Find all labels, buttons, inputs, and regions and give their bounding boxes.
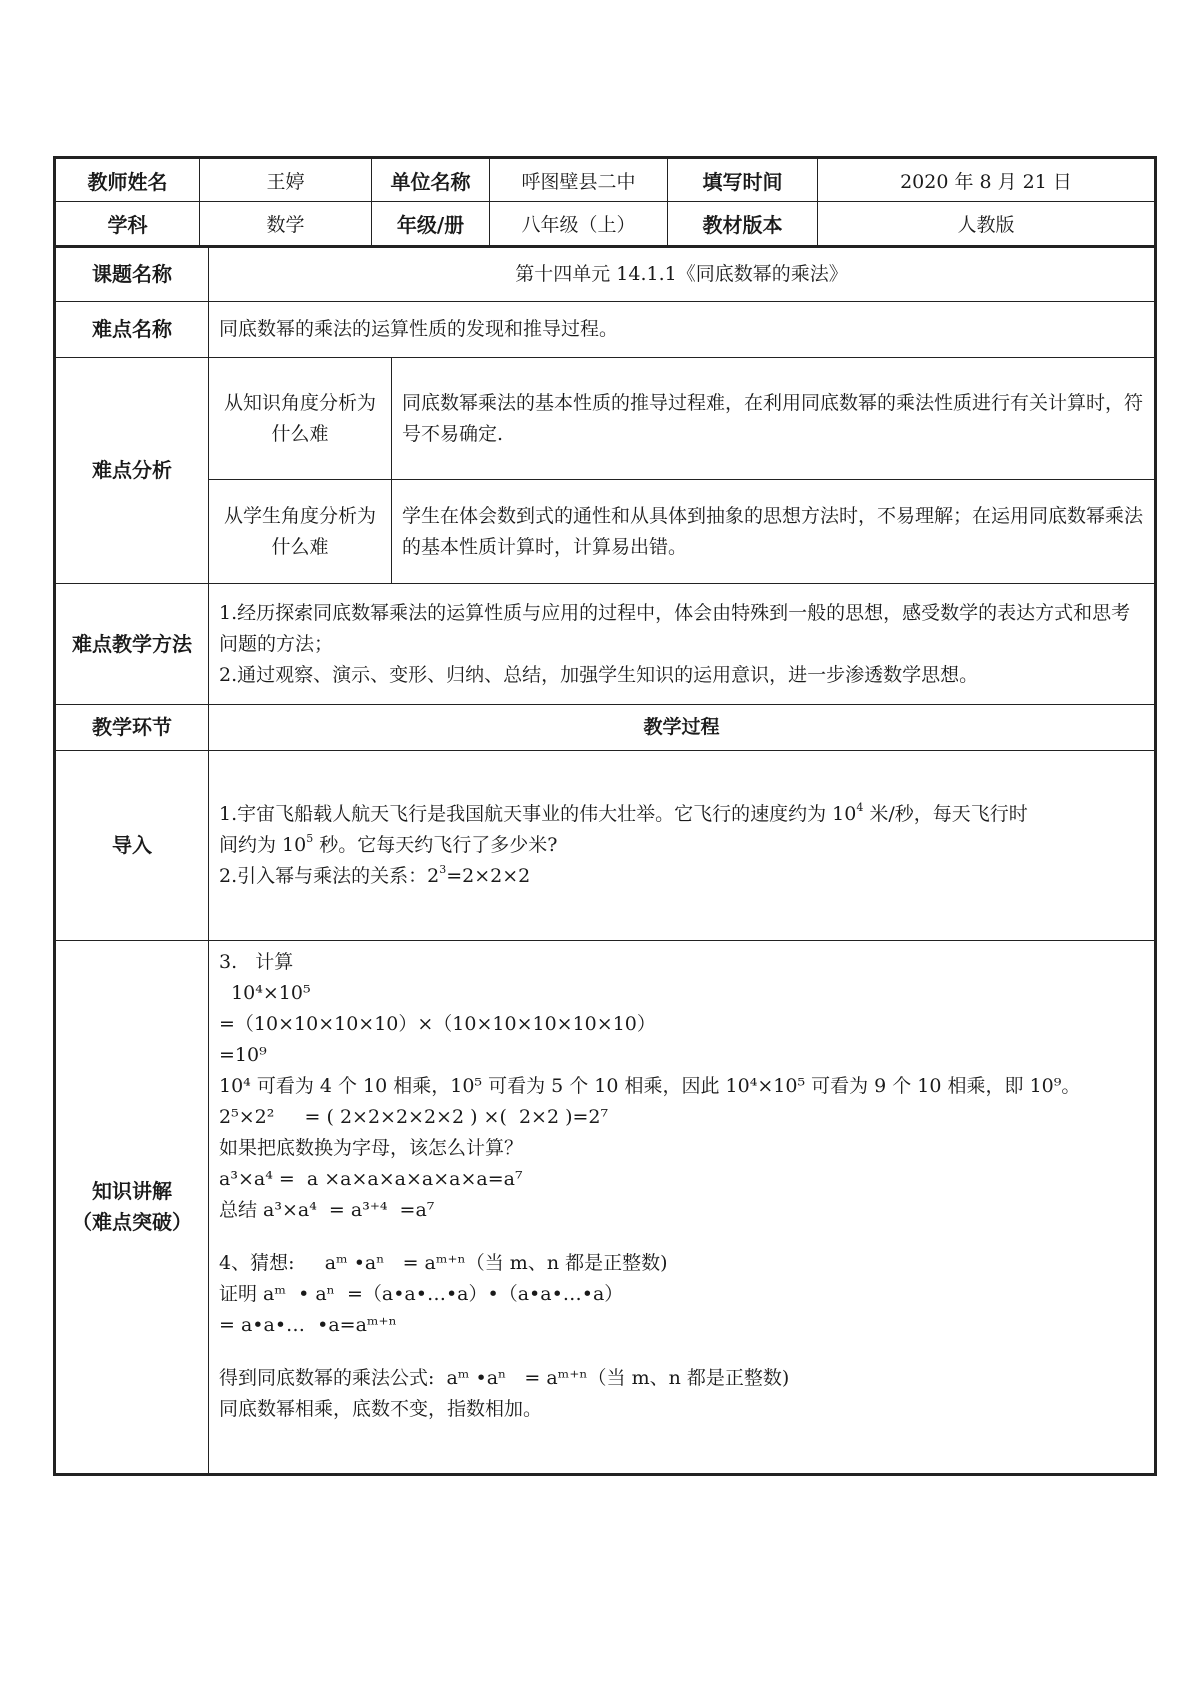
analysis-row-knowledge: [55, 358, 1156, 480]
intro-line-1: 1.宇宙飞船载人航天飞行是我国航天事业的伟大壮举。它飞行的速度约为 $10^4$ 米/秒，每天飞行时: [219, 801, 1028, 825]
stage-header-row: [55, 705, 1156, 751]
intro-text: [209, 751, 1156, 941]
student-angle-label: 从学生角度分析为什么难: [209, 480, 392, 584]
method-label: 难点教学方法: [55, 584, 209, 705]
stage-label: 教学环节: [55, 705, 209, 751]
explain-line: = a•a•… •a=aᵐ⁺ⁿ: [219, 1314, 397, 1336]
explain-line: 如果把底数换为字母，该怎么计算？: [219, 1137, 524, 1159]
difficulty-text: 同底数幂的乘法的运算性质的发现和推导过程。: [209, 302, 1156, 358]
info-row-2: [55, 202, 1156, 246]
knowledge-angle-text: 同底数幂乘法的基本性质的推导过程难，在利用同底数幂的乘法性质进行有关计算时，符号不易确定.: [392, 358, 1156, 480]
intro-line-3: 2.引入幂与乘法的关系：$2^3=2\times 2\times 2$: [219, 863, 531, 887]
grade-label: 年级/册: [372, 202, 490, 246]
explain-line: 同底数幂相乘，底数不变，指数相加。: [219, 1398, 543, 1420]
knowledge-angle-label: 从知识角度分析为什么难: [209, 358, 392, 480]
intro-line-2: 间约为 $10^5$ 秒。它每天约飞行了多少米?: [219, 832, 558, 856]
title-label: 课题名称: [55, 247, 209, 302]
explain-line: 总结 a³×a⁴ = a³⁺⁴ =a⁷: [219, 1199, 435, 1221]
explain-line: 证明 aᵐ • aⁿ =（a•a•…•a）•（a•a•…•a）: [219, 1283, 624, 1305]
explain-line: 3. 计算: [219, 951, 294, 973]
explain-spacer: [219, 1341, 1144, 1363]
intro-row: [55, 751, 1156, 941]
lesson-title: 第十四单元 14.1.1《同底数幂的乘法》: [209, 247, 1156, 302]
date-label: 填写时间: [668, 158, 818, 202]
knowledge-section-label: [55, 941, 209, 1475]
explain-line: 得到同底数幂的乘法公式: aᵐ •aⁿ = aᵐ⁺ⁿ（当 m、n 都是正整数): [219, 1367, 790, 1389]
method-item-2: 2.通过观察、演示、变形、归纳、总结，加强学生知识的运用意识，进一步渗透数学思想。: [219, 663, 979, 686]
explain-line: =（10×10×10×10）×（10×10×10×10×10）: [219, 1013, 656, 1035]
process-label: 教学过程: [209, 705, 1156, 751]
lesson-table: [53, 245, 1157, 1476]
explain-line: a³×a⁴ = a ×a×a×a×a×a×a=a⁷: [219, 1168, 523, 1190]
knowledge-section-title: 知识讲解: [92, 1179, 172, 1203]
teacher-label: 教师姓名: [55, 158, 200, 202]
knowledge-section-subtitle: （难点突破）: [72, 1210, 192, 1234]
grade-value: 八年级（上）: [490, 202, 668, 246]
method-text: [209, 584, 1156, 705]
difficulty-row: [55, 302, 1156, 358]
method-item-1: 1.经历探索同底数幂乘法的运算性质与应用的过程中，体会由特殊到一般的思想，感受数学的表达方式和思考问题的方法；: [219, 601, 1131, 655]
explain-line: =10⁹: [219, 1044, 267, 1066]
unit-name: 呼图壁县二中: [490, 158, 668, 202]
knowledge-row: [55, 941, 1156, 1475]
title-row: [55, 247, 1156, 302]
unit-label: 单位名称: [372, 158, 490, 202]
explain-spacer: [219, 1226, 1144, 1248]
explain-line: 10⁴ 可看为 4 个 10 相乘，10⁵ 可看为 5 个 10 相乘，因此 10⁴×10⁵ 可看为 9 个 10 相乘，即 10⁹。: [219, 1075, 1081, 1097]
intro-label: 导入: [55, 751, 209, 941]
subject-value: 数学: [200, 202, 372, 246]
edition-label: 教材版本: [668, 202, 818, 246]
info-table: [53, 156, 1157, 246]
explain-line: 2⁵×2² = ( 2×2×2×2×2 ) ×( 2×2 )=2⁷: [219, 1106, 609, 1128]
difficulty-label: 难点名称: [55, 302, 209, 358]
subject-label: 学科: [55, 202, 200, 246]
analysis-label: 难点分析: [55, 358, 209, 584]
teacher-name: 王婷: [200, 158, 372, 202]
method-row: [55, 584, 1156, 705]
explain-line: 4、猜想: aᵐ •aⁿ = aᵐ⁺ⁿ（当 m、n 都是正整数): [219, 1252, 668, 1274]
fill-date: 2020 年 8 月 21 日: [818, 158, 1156, 202]
knowledge-content: [209, 941, 1156, 1475]
student-angle-text: 学生在体会数到式的通性和从具体到抽象的思想方法时，不易理解；在运用同底数幂乘法的基本性质计算时，计算易出错。: [392, 480, 1156, 584]
info-row-1: [55, 158, 1156, 202]
analysis-row-student: [55, 480, 1156, 584]
edition-value: 人教版: [818, 202, 1156, 246]
explain-line: 10⁴×10⁵: [219, 982, 311, 1004]
